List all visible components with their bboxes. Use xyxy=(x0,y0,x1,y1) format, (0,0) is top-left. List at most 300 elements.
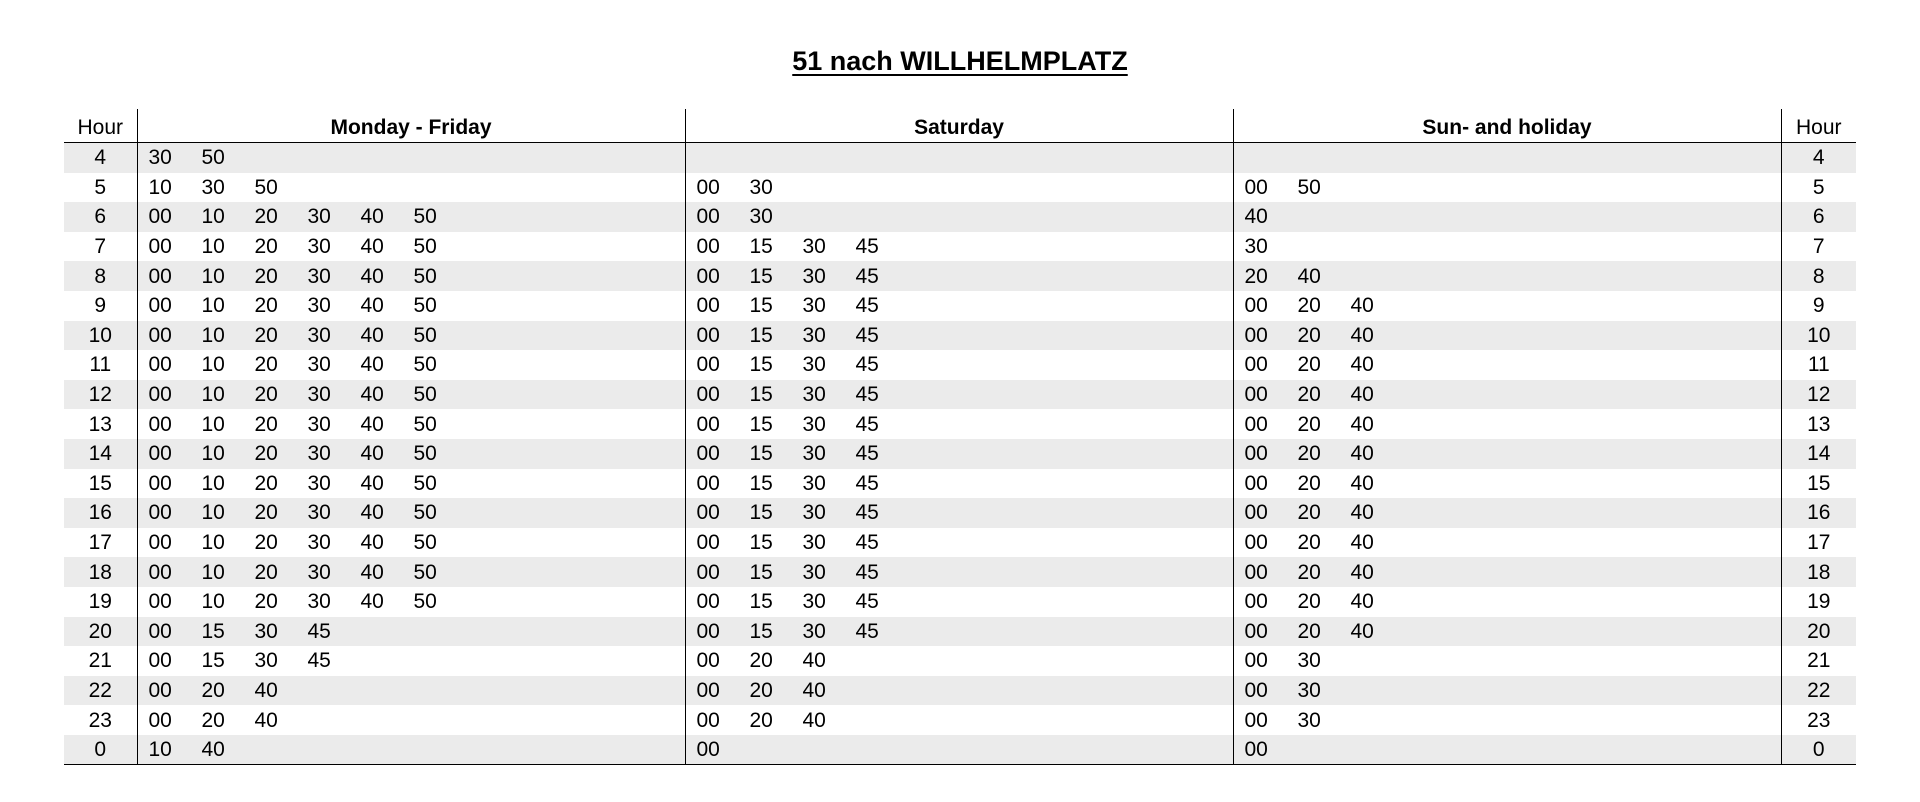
departure-minute: 00 xyxy=(1244,649,1268,673)
departure-minute: 50 xyxy=(413,294,437,318)
departure-minute: 45 xyxy=(855,353,879,377)
hour-cell-right: 9 xyxy=(1781,291,1856,321)
departure-minute: 40 xyxy=(360,412,384,436)
departure-minute: 40 xyxy=(802,708,826,732)
hour-cell-right: 19 xyxy=(1781,587,1856,617)
departure-minute: 00 xyxy=(1244,471,1268,495)
hour-cell-left: 16 xyxy=(64,498,137,528)
departure-minute: 30 xyxy=(802,442,826,466)
weekday-minutes-cell xyxy=(137,202,685,232)
hour-cell-left: 14 xyxy=(64,439,137,469)
hour-cell-left: 7 xyxy=(94,235,107,259)
departure-minute: 20 xyxy=(254,383,278,407)
hour-cell-left: 23 xyxy=(88,708,112,732)
hour-cell-right: 10 xyxy=(1781,321,1856,351)
departure-minute: 15 xyxy=(201,619,225,643)
departure-minute: 45 xyxy=(855,531,879,555)
departure-minute: 20 xyxy=(254,205,278,229)
departure-minute: 45 xyxy=(855,590,879,614)
departure-minute: 45 xyxy=(855,383,879,407)
table-row xyxy=(64,143,1856,173)
weekday-minutes-cell xyxy=(137,557,685,587)
departure-minute: 00 xyxy=(696,294,720,318)
saturday-minutes-cell xyxy=(685,232,1233,262)
departure-minute: 20 xyxy=(749,708,773,732)
departure-minute: 30 xyxy=(1297,708,1321,732)
departure-minute: 00 xyxy=(696,531,720,555)
hour-cell-right: 15 xyxy=(1781,469,1856,499)
hour-cell-right: 23 xyxy=(1781,705,1856,735)
departure-minute: 20 xyxy=(254,471,278,495)
departure-minute: 50 xyxy=(413,442,437,466)
table-row xyxy=(64,498,1856,528)
weekday-minutes-cell xyxy=(137,676,685,706)
departure-minute: 15 xyxy=(749,501,773,525)
departure-minute: 30 xyxy=(802,560,826,584)
sunday-minutes-cell xyxy=(1233,705,1781,735)
departure-minute: 20 xyxy=(1297,353,1321,377)
departure-minute: 15 xyxy=(749,560,773,584)
departure-minute: 00 xyxy=(148,619,172,643)
departure-minute: 00 xyxy=(148,442,172,466)
hour-cell-right: 11 xyxy=(1781,350,1856,380)
weekday-minutes-cell xyxy=(137,232,685,262)
hour-cell-left: 0 xyxy=(64,735,137,765)
hour-cell-left: 4 xyxy=(64,143,137,173)
weekday-minutes-cell xyxy=(137,617,685,647)
hour-header-left: Hour xyxy=(64,109,137,143)
departure-minute: 40 xyxy=(802,678,826,702)
table-row xyxy=(64,557,1856,587)
hour-cell-right: 5 xyxy=(1781,173,1856,203)
departure-minute: 00 xyxy=(148,531,172,555)
departure-minute: 45 xyxy=(855,323,879,347)
weekday-minutes-cell xyxy=(137,321,685,351)
departure-minute: 00 xyxy=(696,619,720,643)
departure-minute: 30 xyxy=(802,501,826,525)
departure-minute: 30 xyxy=(1297,678,1321,702)
saturday-minutes-cell xyxy=(685,617,1233,647)
departure-minute: 40 xyxy=(360,264,384,288)
departure-minute: 20 xyxy=(254,235,278,259)
departure-minute: 10 xyxy=(201,383,225,407)
departure-minute: 00 xyxy=(148,678,172,702)
saturday-minutes-cell xyxy=(685,676,1233,706)
departure-minute: 40 xyxy=(360,323,384,347)
departure-minute: 20 xyxy=(1297,471,1321,495)
departure-minute: 40 xyxy=(360,353,384,377)
departure-minute: 00 xyxy=(148,323,172,347)
departure-minute: 00 xyxy=(696,323,720,347)
departure-minute: 20 xyxy=(1297,442,1321,466)
departure-minute: 00 xyxy=(148,649,172,673)
departure-minute: 00 xyxy=(1244,353,1268,377)
departure-minute: 00 xyxy=(1244,738,1268,762)
departure-minute: 10 xyxy=(201,294,225,318)
sunday-minutes-cell xyxy=(1233,202,1781,232)
departure-minute: 20 xyxy=(201,678,225,702)
sunday-minutes-cell xyxy=(1233,291,1781,321)
departure-minute: 20 xyxy=(254,412,278,436)
hour-cell-left: 10 xyxy=(64,321,137,351)
departure-minute: 30 xyxy=(307,323,331,347)
hour-cell-left: 21 xyxy=(88,649,112,673)
departure-minute: 30 xyxy=(148,146,172,170)
departure-minute: 00 xyxy=(1244,294,1268,318)
departure-minute: 00 xyxy=(696,590,720,614)
departure-minute: 45 xyxy=(855,501,879,525)
departure-minute: 15 xyxy=(749,294,773,318)
departure-minute: 00 xyxy=(1244,619,1268,643)
saturday-minutes-cell xyxy=(685,261,1233,291)
table-row xyxy=(64,202,1856,232)
hour-header-right: Hour xyxy=(1781,109,1856,143)
departure-minute: 30 xyxy=(307,353,331,377)
departure-minute: 20 xyxy=(254,531,278,555)
departure-minute: 20 xyxy=(1244,264,1268,288)
departure-minute: 40 xyxy=(1350,501,1374,525)
departure-minute: 10 xyxy=(201,501,225,525)
departure-minute: 30 xyxy=(802,323,826,347)
departure-minute: 30 xyxy=(307,442,331,466)
hour-cell-right: 4 xyxy=(1781,143,1856,173)
departure-minute: 30 xyxy=(802,264,826,288)
sunday-minutes-cell xyxy=(1233,173,1781,203)
saturday-minutes-cell xyxy=(685,380,1233,410)
sunday-minutes-cell xyxy=(1233,261,1781,291)
departure-minute: 40 xyxy=(360,590,384,614)
departure-minute: 50 xyxy=(1297,175,1321,199)
saturday-minutes-cell xyxy=(685,705,1233,735)
departure-minute: 15 xyxy=(749,353,773,377)
saturday-minutes-cell xyxy=(685,173,1233,203)
departure-minute: 10 xyxy=(201,235,225,259)
saturday-minutes-cell xyxy=(685,557,1233,587)
saturday-minutes-cell xyxy=(685,469,1233,499)
departure-minute: 00 xyxy=(1244,501,1268,525)
saturday-minutes-cell xyxy=(685,350,1233,380)
departure-minute: 40 xyxy=(1350,590,1374,614)
departure-minute: 30 xyxy=(802,471,826,495)
departure-minute: 20 xyxy=(1297,619,1321,643)
table-row xyxy=(64,232,1856,262)
departure-minute: 00 xyxy=(696,205,720,229)
sunday-minutes-cell xyxy=(1233,409,1781,439)
hour-cell-left: 22 xyxy=(64,676,137,706)
weekday-minutes-cell xyxy=(137,469,685,499)
departure-minute: 20 xyxy=(1297,590,1321,614)
departure-minute: 40 xyxy=(1350,412,1374,436)
departure-minute: 10 xyxy=(201,353,225,377)
table-row xyxy=(64,261,1856,291)
departure-minute: 20 xyxy=(254,264,278,288)
departure-minute: 30 xyxy=(307,471,331,495)
departure-minute: 10 xyxy=(201,442,225,466)
departure-minute: 45 xyxy=(855,294,879,318)
departure-minute: 15 xyxy=(749,531,773,555)
departure-minute: 30 xyxy=(307,560,331,584)
departure-minute: 00 xyxy=(148,501,172,525)
departure-minute: 50 xyxy=(201,146,225,170)
hour-cell-right: 17 xyxy=(1781,528,1856,558)
departure-minute: 30 xyxy=(307,205,331,229)
departure-minute: 30 xyxy=(307,531,331,555)
departure-minute: 00 xyxy=(148,383,172,407)
departure-minute: 50 xyxy=(413,531,437,555)
sunday-minutes-cell xyxy=(1233,676,1781,706)
weekday-minutes-cell xyxy=(137,705,685,735)
departure-minute: 30 xyxy=(307,412,331,436)
weekday-minutes-cell xyxy=(137,291,685,321)
departure-minute: 20 xyxy=(254,590,278,614)
table-row xyxy=(64,469,1856,499)
departure-minute: 15 xyxy=(749,471,773,495)
table-row xyxy=(64,676,1856,706)
weekday-header: Monday - Friday xyxy=(137,109,685,143)
departure-minute: 40 xyxy=(1350,560,1374,584)
departure-minute: 00 xyxy=(148,560,172,584)
departure-minute: 10 xyxy=(201,412,225,436)
departure-minute: 40 xyxy=(360,560,384,584)
departure-minute: 20 xyxy=(254,294,278,318)
departure-minute: 20 xyxy=(1297,323,1321,347)
departure-minute: 20 xyxy=(1297,294,1321,318)
table-row xyxy=(64,291,1856,321)
table-row xyxy=(64,321,1856,351)
hour-cell-right: 21 xyxy=(1781,646,1856,676)
saturday-minutes-cell xyxy=(685,439,1233,469)
departure-minute: 20 xyxy=(1297,383,1321,407)
hour-cell-left: 19 xyxy=(88,590,112,614)
departure-minute: 00 xyxy=(696,353,720,377)
departure-minute: 30 xyxy=(201,175,225,199)
departure-minute: 15 xyxy=(749,383,773,407)
departure-minute: 15 xyxy=(749,590,773,614)
departure-minute: 40 xyxy=(254,708,278,732)
saturday-minutes-cell xyxy=(685,646,1233,676)
hour-cell-right: 14 xyxy=(1781,439,1856,469)
departure-minute: 00 xyxy=(696,175,720,199)
departure-minute: 45 xyxy=(855,471,879,495)
weekday-minutes-cell xyxy=(137,646,685,676)
page-title: 51 nach WILLHELMPLATZ xyxy=(792,46,1128,76)
departure-minute: 50 xyxy=(413,560,437,584)
departure-minute: 00 xyxy=(1244,590,1268,614)
departure-minute: 20 xyxy=(254,501,278,525)
sunday-minutes-cell xyxy=(1233,557,1781,587)
sunday-minutes-cell xyxy=(1233,498,1781,528)
departure-minute: 00 xyxy=(1244,323,1268,347)
sunday-header: Sun- and holiday xyxy=(1233,109,1781,143)
timetable xyxy=(64,109,1856,765)
departure-minute: 40 xyxy=(201,738,225,762)
departure-minute: 50 xyxy=(413,383,437,407)
departure-minute: 20 xyxy=(749,649,773,673)
departure-minute: 20 xyxy=(254,323,278,347)
departure-minute: 10 xyxy=(201,323,225,347)
departure-minute: 00 xyxy=(696,738,720,762)
departure-minute: 30 xyxy=(307,501,331,525)
table-row xyxy=(64,439,1856,469)
departure-minute: 00 xyxy=(696,678,720,702)
departure-minute: 40 xyxy=(1350,383,1374,407)
hour-cell-right: 18 xyxy=(1781,557,1856,587)
departure-minute: 45 xyxy=(855,442,879,466)
departure-minute: 30 xyxy=(307,383,331,407)
hour-cell-left: 12 xyxy=(64,380,137,410)
table-row xyxy=(64,705,1856,735)
departure-minute: 30 xyxy=(749,205,773,229)
hour-cell-right: 20 xyxy=(1781,617,1856,647)
departure-minute: 50 xyxy=(413,501,437,525)
departure-minute: 00 xyxy=(148,471,172,495)
departure-minute: 45 xyxy=(307,649,331,673)
table-row xyxy=(64,350,1856,380)
departure-minute: 45 xyxy=(855,412,879,436)
departure-minute: 30 xyxy=(802,383,826,407)
hour-cell-left: 11 xyxy=(89,353,112,377)
hour-cell-right: 8 xyxy=(1781,261,1856,291)
departure-minute: 15 xyxy=(749,442,773,466)
departure-minute: 00 xyxy=(148,412,172,436)
departure-minute: 00 xyxy=(148,590,172,614)
weekday-minutes-cell xyxy=(137,439,685,469)
table-row xyxy=(64,528,1856,558)
departure-minute: 40 xyxy=(360,501,384,525)
sunday-minutes-cell xyxy=(1233,232,1781,262)
weekday-minutes-cell xyxy=(137,380,685,410)
departure-minute: 00 xyxy=(1244,175,1268,199)
departure-minute: 30 xyxy=(749,175,773,199)
weekday-minutes-cell xyxy=(137,350,685,380)
departure-minute: 50 xyxy=(413,235,437,259)
departure-minute: 45 xyxy=(855,619,879,643)
sunday-minutes-cell xyxy=(1233,646,1781,676)
departure-minute: 00 xyxy=(696,442,720,466)
departure-minute: 30 xyxy=(254,619,278,643)
weekday-minutes-cell xyxy=(137,409,685,439)
departure-minute: 45 xyxy=(855,560,879,584)
departure-minute: 20 xyxy=(1297,531,1321,555)
departure-minute: 45 xyxy=(307,619,331,643)
departure-minute: 20 xyxy=(749,678,773,702)
saturday-minutes-cell xyxy=(685,202,1233,232)
sunday-minutes-cell xyxy=(1233,587,1781,617)
sunday-minutes-cell xyxy=(1233,439,1781,469)
weekday-minutes-cell xyxy=(137,261,685,291)
departure-minute: 40 xyxy=(1350,323,1374,347)
departure-minute: 30 xyxy=(802,294,826,318)
departure-minute: 40 xyxy=(360,383,384,407)
saturday-minutes-cell xyxy=(685,409,1233,439)
departure-minute: 40 xyxy=(1244,205,1268,229)
departure-minute: 40 xyxy=(360,235,384,259)
saturday-minutes-cell xyxy=(685,291,1233,321)
departure-minute: 20 xyxy=(1297,560,1321,584)
departure-minute: 10 xyxy=(148,738,172,762)
departure-minute: 40 xyxy=(360,442,384,466)
table-row xyxy=(64,617,1856,647)
departure-minute: 00 xyxy=(696,708,720,732)
header-row xyxy=(64,109,1856,143)
departure-minute: 50 xyxy=(413,353,437,377)
departure-minute: 30 xyxy=(254,649,278,673)
departure-minute: 15 xyxy=(749,412,773,436)
departure-minute: 10 xyxy=(201,531,225,555)
departure-minute: 30 xyxy=(802,353,826,377)
departure-minute: 50 xyxy=(413,264,437,288)
departure-minute: 20 xyxy=(201,708,225,732)
departure-minute: 20 xyxy=(1297,501,1321,525)
departure-minute: 00 xyxy=(1244,678,1268,702)
departure-minute: 40 xyxy=(1350,353,1374,377)
sunday-minutes-cell xyxy=(1233,469,1781,499)
hour-cell-right: 13 xyxy=(1781,409,1856,439)
departure-minute: 00 xyxy=(696,264,720,288)
departure-minute: 40 xyxy=(1350,294,1374,318)
sunday-minutes-cell xyxy=(1233,321,1781,351)
departure-minute: 30 xyxy=(802,412,826,436)
departure-minute: 30 xyxy=(1244,235,1268,259)
table-row xyxy=(64,173,1856,203)
departure-minute: 00 xyxy=(696,649,720,673)
departure-minute: 00 xyxy=(148,708,172,732)
departure-minute: 15 xyxy=(749,619,773,643)
departure-minute: 15 xyxy=(749,323,773,347)
departure-minute: 50 xyxy=(413,590,437,614)
departure-minute: 00 xyxy=(148,264,172,288)
departure-minute: 00 xyxy=(696,560,720,584)
saturday-minutes-cell xyxy=(685,498,1233,528)
saturday-minutes-cell xyxy=(685,321,1233,351)
departure-minute: 00 xyxy=(148,353,172,377)
departure-minute: 00 xyxy=(148,235,172,259)
departure-minute: 00 xyxy=(696,412,720,436)
departure-minute: 40 xyxy=(360,471,384,495)
saturday-minutes-cell xyxy=(685,587,1233,617)
departure-minute: 15 xyxy=(749,264,773,288)
hour-cell-right: 0 xyxy=(1781,735,1856,765)
hour-cell-right: 22 xyxy=(1781,676,1856,706)
hour-cell-left: 8 xyxy=(64,261,137,291)
departure-minute: 10 xyxy=(148,175,172,199)
departure-minute: 30 xyxy=(802,619,826,643)
departure-minute: 20 xyxy=(254,442,278,466)
sunday-minutes-cell xyxy=(1233,380,1781,410)
sunday-minutes-cell xyxy=(1233,735,1781,765)
departure-minute: 50 xyxy=(413,323,437,347)
hour-cell-left: 5 xyxy=(94,175,107,199)
sunday-minutes-cell xyxy=(1233,143,1781,173)
hour-cell-left: 17 xyxy=(88,531,112,555)
departure-minute: 00 xyxy=(1244,708,1268,732)
departure-minute: 40 xyxy=(360,294,384,318)
weekday-minutes-cell xyxy=(137,528,685,558)
departure-minute: 20 xyxy=(254,353,278,377)
departure-minute: 00 xyxy=(148,205,172,229)
departure-minute: 40 xyxy=(802,649,826,673)
saturday-minutes-cell xyxy=(685,735,1233,765)
departure-minute: 30 xyxy=(307,264,331,288)
hour-cell-left: 18 xyxy=(64,557,137,587)
departure-minute: 00 xyxy=(1244,412,1268,436)
weekday-minutes-cell xyxy=(137,498,685,528)
hour-cell-left: 6 xyxy=(64,202,137,232)
hour-cell-left: 15 xyxy=(88,471,112,495)
hour-cell-left: 13 xyxy=(88,412,112,436)
table-row xyxy=(64,735,1856,765)
departure-minute: 30 xyxy=(307,590,331,614)
